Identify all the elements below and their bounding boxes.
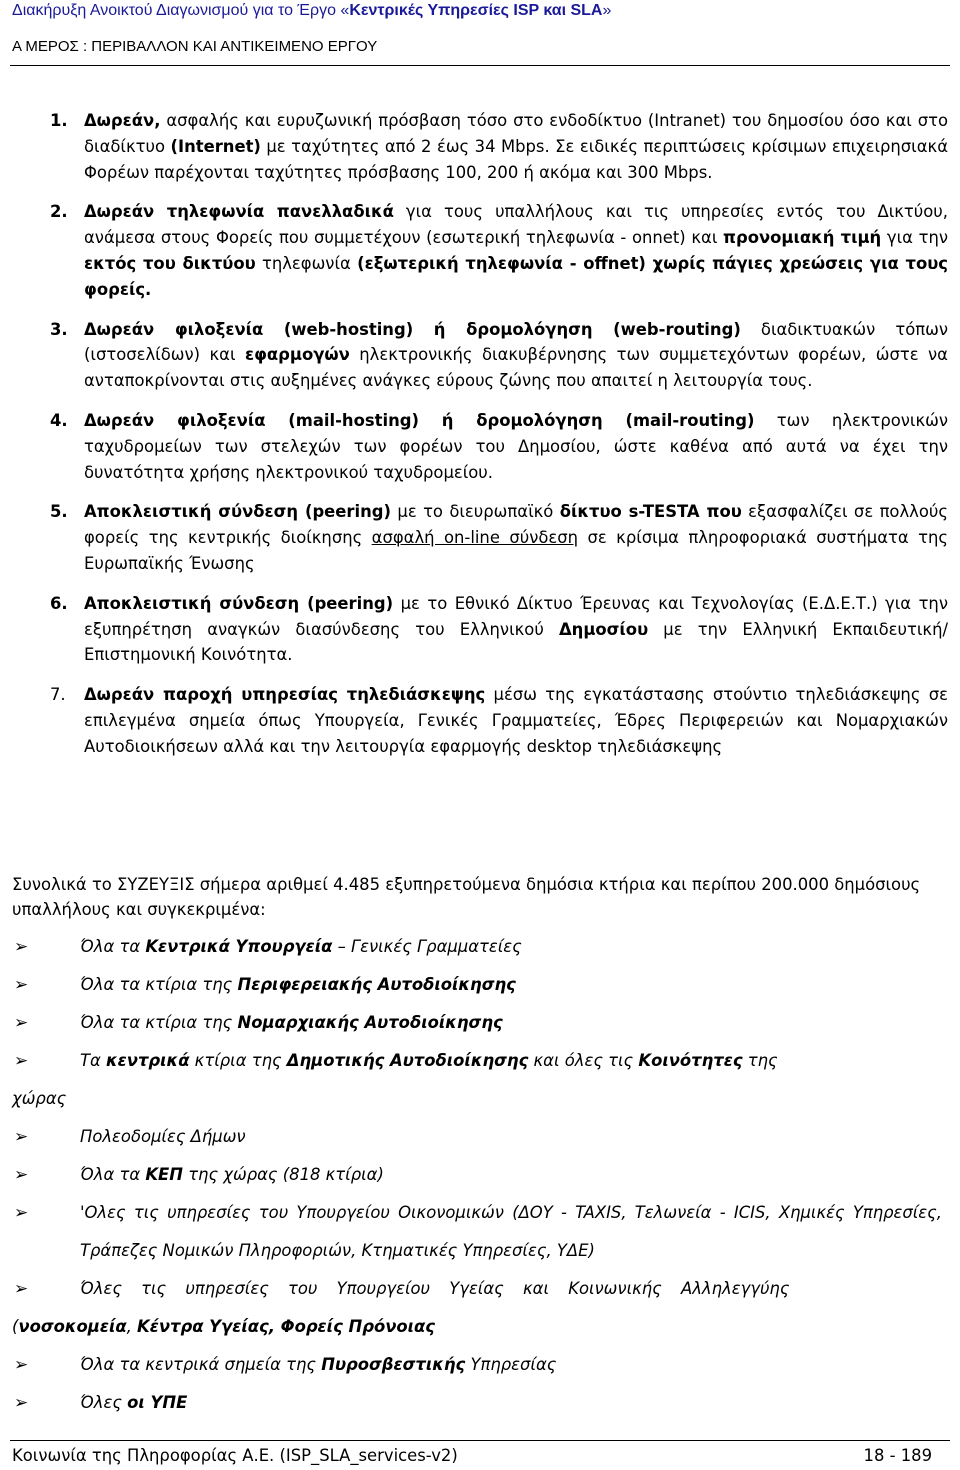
header-title-plain: Διακήρυξη Ανοικτού Διαγωνισμού για το Έργο « (12, 2, 350, 19)
bullet-text: , (126, 1317, 138, 1336)
bullet-text: ( (12, 1317, 19, 1336)
document-section-title: Α ΜΕΡΟΣ : ΠΕΡΙΒΑΛΛΟΝ ΚΑΙ ΑΝΤΙΚΕΙΜΕΝΟ ΕΡΓΟΥ (12, 38, 378, 55)
list-item (50, 591, 948, 668)
list-item (50, 682, 948, 759)
bullet-text: Πολεοδομίες Δήμων (80, 1127, 246, 1146)
bullet-text: Όλα τα κτίρια της (80, 975, 238, 994)
arrow-bullet-icon: ➢ (14, 1051, 29, 1071)
item-text: με ταχύτητες από 2 έως 34 Mbps. Σε ειδικές περιπτώσεις κρίσιμων επιχειρησιακά Φορέων παρέχονται ταχύτητες πρόσβασης 100, 200 ή ακόμα και 300 Mbps. (84, 136, 948, 182)
bullet-text: – Γενικές Γραμματείες (332, 937, 522, 956)
item-bold: Δημοσίου (558, 619, 649, 639)
item-bold: εφαρμογών (244, 345, 350, 365)
list-item (50, 408, 948, 485)
footer-page-number: 18 - 189 (863, 1446, 932, 1465)
arrow-bullet-icon: ➢ (14, 1127, 29, 1147)
header-title-bold: Κεντρικές Υπηρεσίες ISP και SLA (349, 2, 603, 19)
summary-paragraph: Συνολικά το ΣΥΖΕΥΞΙΣ σήμερα αριθμεί 4.485 εξυπηρετούμενα δημόσια κτήρια και περίπου 200.000 δημόσιους υπαλλήλους και συγκεκριμένα: (12, 875, 921, 919)
item-number: 5. (50, 502, 68, 522)
bullet-text: Όλα τα (80, 937, 146, 956)
arrow-bullet-icon: ➢ (14, 975, 29, 995)
arrow-bullet-icon: ➢ (14, 1203, 29, 1223)
footer-company: Κοινωνία της Πληροφορίας Α.Ε. (ISP_SLA_services-v2) (12, 1446, 458, 1465)
item-text: με την Ελληνική Εκπαιδευτική/Επιστημονική Κοινότητα. (84, 619, 948, 665)
arrow-bullet-icon: ➢ (14, 1355, 29, 1375)
item-text: μέσω της εγκατάστασης στούντιο τηλεδιάσκεψης σε επιλεγμένα σημεία όπως Υπουργεία, Γενικές Γραμματείες, Έδρες Περιφερειών και Νομαρχιακών Αυτοδιοικήσεων αλλά και την λειτουργία εφαρμογής desktop τηλεδιάσκεψης (84, 685, 948, 756)
bullet-item (12, 966, 942, 1004)
bullet-text: της χώρας (818 κτίρια) (182, 1165, 384, 1184)
bullet-bold: Νομαρχιακής Αυτοδιοίκησης (237, 1013, 503, 1032)
bullet-bold: Κεντρικά Υπουργεία (145, 937, 333, 956)
bullet-text: Τα (80, 1051, 107, 1070)
item-text: για την (881, 228, 948, 248)
buildings-list (12, 928, 942, 1422)
item-number: 6. (50, 593, 68, 613)
item-bold: Δωρεάν φιλοξενία (mail-hosting) ή δρομολόγηση (mail-routing) (84, 410, 755, 430)
bullet-text: Όλα τα (80, 1165, 146, 1184)
bullet-item (12, 928, 942, 966)
bullet-text: κτίρια της (189, 1051, 287, 1070)
bullet-text: της (742, 1051, 778, 1070)
bullet-bold: Κοινότητες (638, 1051, 743, 1070)
list-item (50, 499, 948, 576)
arrow-bullet-icon: ➢ (14, 1279, 29, 1299)
list-item (50, 317, 948, 394)
item-number: 2. (50, 202, 68, 222)
item-number: 7. (50, 685, 66, 705)
item-number: 1. (50, 111, 68, 130)
bullet-text: Όλα τα κτίρια της (80, 1013, 238, 1032)
bullet-text: 'Ολες τις υπηρεσίες του Υπουργείου Οικονομικών (ΔΟΥ - TAXIS, Τελωνεία - ICIS, Χημικές Υπηρεσίες, Τράπεζες Νομικών Πληροφοριών, Κτηματικές Υπηρεσίες, ΥΔΕ) (80, 1203, 942, 1260)
item-text: ασφαλής και ευρυζωνική πρόσβαση τόσο στο ενδοδίκτυο (Intranet) του δημοσίου όσο και στο διαδίκτυο (84, 111, 948, 156)
item-number: 4. (50, 410, 68, 430)
bullet-bold: Κέντρα Υγείας, Φορείς Πρόνοιας (137, 1317, 435, 1336)
footer-divider (10, 1440, 950, 1441)
arrow-bullet-icon: ➢ (14, 1013, 29, 1033)
item-text: των ηλεκτρονικών ταχυδρομείων των στελεχών των φορέων του Δημοσίου, ώστε καθένα από αυτά να έχει την δυνατότητα χρήσης ηλεκτρονικού ταχυδρομείου. (84, 410, 949, 482)
item-bold: Αποκλειστική σύνδεση (peering) (84, 502, 391, 522)
item-bold: (Internet) (170, 136, 261, 156)
item-underlined: ασφαλή on-line σύνδεση (371, 528, 579, 548)
service-list (50, 108, 948, 774)
bullet-continuation: χώρας (12, 1089, 67, 1108)
header-divider (10, 65, 950, 66)
item-bold: Δωρεάν φιλοξενία (web-hosting) ή δρομολόγηση (web-routing) (84, 319, 741, 339)
item-bold: προνομιακή τιμή (723, 228, 882, 248)
bullet-item (12, 1156, 942, 1194)
bullet-item (12, 1384, 942, 1422)
item-bold: δίκτυο s-TESTA που (559, 502, 742, 522)
bullet-bold: Πυροσβεστικής (321, 1355, 466, 1374)
item-text: τηλεφωνία (255, 253, 358, 273)
bullet-bold: οι ΥΠΕ (127, 1393, 188, 1412)
item-bold: Αποκλειστική σύνδεση (peering) (84, 593, 394, 613)
bullet-bold: Δημοτικής Αυτοδιοίκησης (286, 1051, 529, 1070)
item-bold: εκτός του δικτύου (84, 253, 256, 273)
item-text: εξασφαλίζει σε πολλούς φορείς της κεντρικής διοίκησης (84, 502, 948, 548)
item-bold: Δωρεάν παροχή υπηρεσίας τηλεδιάσκεψης (84, 685, 486, 705)
arrow-bullet-icon: ➢ (14, 1393, 29, 1413)
bullet-item (12, 1270, 942, 1346)
header-title-end: » (602, 2, 612, 19)
bullet-bold: νοσοκομεία (18, 1317, 127, 1336)
arrow-bullet-icon: ➢ (14, 937, 29, 957)
bullet-continuation (12, 1308, 942, 1346)
bullet-item (12, 1042, 942, 1118)
bullet-text: Όλες (80, 1393, 128, 1412)
bullet-text: και όλες τις (528, 1051, 639, 1070)
document-header-title (12, 2, 611, 20)
item-number: 3. (50, 319, 68, 339)
bullet-bold: Περιφερειακής Αυτοδιοίκησης (237, 975, 516, 994)
bullet-item (12, 1346, 942, 1384)
item-text: ηλεκτρονικής διακυβέρνησης των συμμετεχόντων φορέων, ώστε να ανταποκρίνονται στις αυξημένες ανάγκες εύρους ζώνης που απαιτεί η λειτουργία τους. (84, 345, 948, 391)
bullet-item (12, 1118, 942, 1156)
bullet-text: Όλα τα κεντρικά σημεία της (80, 1355, 322, 1374)
arrow-bullet-icon: ➢ (14, 1165, 29, 1185)
item-text: σε κρίσιμα πληροφοριακά συστήματα της Ευρωπαϊκής Ένωσης (84, 528, 948, 573)
list-item (50, 199, 948, 302)
item-text: με το διευρωπαϊκό (391, 502, 560, 522)
item-bold: Δωρεάν, (84, 111, 161, 130)
item-text: με το Εθνικό Δίκτυο Έρευνας και Τεχνολογίας (Ε.Δ.Ε.Τ.) για την εξυπηρέτηση αναγκών διασύνδεσης του Ελληνικού (84, 593, 948, 639)
bullet-bold: ΚΕΠ (145, 1165, 183, 1184)
bullet-text: Όλες τις υπηρεσίες του Υπουργείου Υγείας και Κοινωνικής Αλληλεγγύης (80, 1279, 790, 1298)
bullet-item (12, 1194, 942, 1270)
bullet-item (12, 1004, 942, 1042)
bullet-text: Υπηρεσίας (465, 1355, 557, 1374)
list-item (50, 108, 948, 185)
item-bold: (εξωτερική τηλεφωνία - offnet) χωρίς πάγιες χρεώσεις για τους φορείς. (84, 253, 949, 299)
item-text: για τους υπαλλήλους και τις υπηρεσίες εντός του Δικτύου, ανάμεσα στους Φορείς που συμμετέχουν (εσωτερική τηλεφωνία - onnet) και (84, 202, 948, 248)
item-bold: Δωρεάν τηλεφωνία πανελλαδικά (84, 202, 394, 222)
bullet-bold: κεντρικά (106, 1051, 190, 1070)
item-text: διαδικτυακών τόπων (ιστοσελίδων) και (84, 319, 948, 365)
